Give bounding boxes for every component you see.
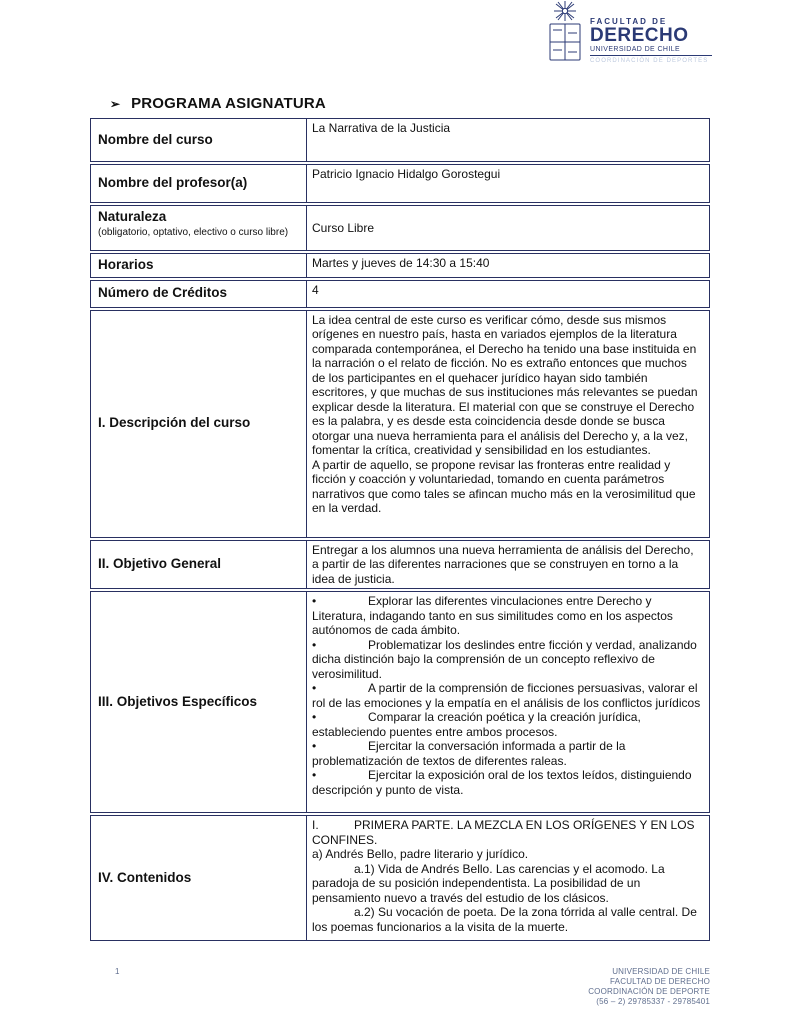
- footer-org-line: (56 – 2) 29785337 - 29785401: [596, 997, 710, 1006]
- bullet-item: [312, 739, 702, 768]
- bullet-icon: •: [312, 768, 317, 782]
- row-label: II. Objetivo General: [98, 556, 222, 571]
- row-label: Nombre del curso: [98, 131, 213, 147]
- contents-line: [312, 905, 702, 934]
- row-value: [306, 281, 709, 307]
- shield: [550, 24, 580, 60]
- table-row-nombre-curso: [90, 118, 710, 162]
- row-value: [306, 816, 709, 940]
- bullet-text: Ejercitar la exposición oral de los textos leídos, distinguiendo descripción y punto de vista.: [312, 768, 692, 797]
- table-row-horarios: [90, 253, 710, 278]
- table-row-descripcion: [90, 310, 710, 538]
- footer-org-line: FACULTAD DE DERECHO: [610, 977, 710, 986]
- description-paragraph: A partir de aquello, se propone revisar las fronteras entre realidad y ficción y coacción y voluntariedad, tomando en cuenta parámetros narrativos que como tales se afincan mucho más en la verosimilitud que en la verdad.: [312, 457, 696, 515]
- table-row-creditos: [90, 280, 710, 308]
- bullet-item: [312, 710, 702, 739]
- row-label-title: Naturaleza: [98, 209, 167, 224]
- section-heading: [90, 95, 710, 112]
- course-name: La Narrativa de la Justicia: [312, 121, 451, 135]
- logo-university: UNIVERSIDAD DE CHILE: [590, 46, 712, 56]
- row-label: Horarios: [98, 257, 154, 272]
- contents-line: [312, 862, 702, 906]
- row-value: [306, 541, 709, 589]
- row-value: [306, 119, 709, 161]
- course-type: Curso Libre: [312, 220, 375, 235]
- row-label: III. Objetivos Específicos: [98, 693, 258, 709]
- document-page: [90, 0, 710, 1007]
- contents-text: a.1) Vida de Andrés Bello. Las carencias y el acomodo. La paradoja de su posición independentista. La posibilidad de un pensamiento nuevo a través del estudio de los clásicos.: [312, 861, 665, 905]
- contents-text: a.2) Su vocación de poeta. De la zona tórrida al valle central. De los poemas funcionarios a la visita de la muerte.: [312, 905, 697, 934]
- footer-org-line: UNIVERSIDAD DE CHILE: [612, 967, 710, 976]
- logo-faculty-small: FACULTAD DE: [590, 17, 668, 26]
- row-value: [306, 254, 709, 277]
- row-value: [306, 311, 709, 537]
- row-label: I. Descripción del curso: [98, 415, 251, 431]
- general-objective: Entregar a los alumnos una nueva herramienta de análisis del Derecho, a partir de las diferentes narraciones que se construyen en torno a la idea de justicia.: [312, 542, 694, 586]
- page-footer: [90, 967, 710, 1007]
- arrow-bullet-icon: ➢: [110, 96, 121, 111]
- row-value: [306, 165, 709, 202]
- radiant-star: [554, 1, 576, 21]
- contents-line: a) Andrés Bello, padre literario y jurídico.: [312, 847, 529, 861]
- credits: 4: [312, 282, 319, 297]
- university-shield-icon: [545, 0, 585, 68]
- row-label: IV. Contenidos: [98, 869, 192, 885]
- faculty-logo: [545, 0, 712, 68]
- row-label: Número de Créditos: [98, 285, 228, 301]
- table-row-nombre-profesor: [90, 164, 710, 203]
- bullet-text: A partir de la comprensión de ficciones persuasivas, valorar el rol de las emociones y la empatía en el análisis de los conflictos jurídicos: [312, 681, 701, 710]
- row-value: [306, 206, 709, 250]
- table-row-naturaleza: [90, 205, 710, 251]
- bullet-item: [312, 638, 702, 682]
- contents-line: [312, 818, 702, 847]
- bullet-icon: •: [312, 594, 317, 608]
- footer-org-line: COORDINACIÓN DE DEPORTE: [588, 987, 710, 996]
- bullet-icon: •: [312, 681, 317, 695]
- description-paragraph: La idea central de este curso es verificar cómo, desde sus mismos orígenes en nuestro país, hasta en variados ejemplos de la literatura comparada contemporánea, el Derecho ha tenido una base instituida en la narración o el relato de ficción. No es extraño entonces que muchos de los participantes en el quehacer jurídico hayan sido también escritores, y que muchas de sus instituciones más relevantes se puedan explicar desde la literatura. El material con que se construye el Derecho es la palabra, y es desde esta coincidencia desde donde se busca otorgar una nueva herramienta para el análisis del Derecho y, a la vez, fomentar la crítica, creatividad y sensibilidad en los estudiantes.: [312, 312, 698, 457]
- logo-text-block: [590, 17, 712, 64]
- page-title: PROGRAMA ASIGNATURA: [131, 95, 326, 112]
- roman-numeral: I.: [312, 818, 319, 832]
- bullet-icon: •: [312, 710, 317, 724]
- row-label: Nombre del profesor(a): [98, 175, 248, 191]
- logo-tagline: COORDINACIÓN DE DEPORTES: [590, 58, 709, 64]
- bullet-text: Comparar la creación poética y la creación jurídica, estableciendo puentes entre ambos procesos.: [312, 710, 641, 739]
- bullet-item: [312, 768, 702, 797]
- bullet-text: Explorar las diferentes vinculaciones entre Derecho y Literatura, indagando tanto en sus similitudes como en los aspectos autónomos de cada ámbito.: [312, 594, 673, 637]
- table-row-objetivos-especificos: [90, 591, 710, 813]
- schedule: Martes y jueves de 14:30 a 15:40: [312, 256, 490, 270]
- bullet-icon: •: [312, 739, 317, 753]
- row-label-note: (obligatorio, optativo, electivo o curso libre): [98, 226, 289, 238]
- page-number: 1: [115, 967, 120, 976]
- table-row-objetivo-general: [90, 540, 710, 590]
- contents-text: PRIMERA PARTE. LA MEZCLA EN LOS ORÍGENES Y EN LOS CONFINES.: [312, 818, 695, 847]
- program-table: [90, 118, 710, 941]
- bullet-item: [312, 594, 702, 638]
- footer-org-block: [588, 967, 710, 1007]
- bullet-item: [312, 681, 702, 710]
- bullet-text: Ejercitar la conversación informada a partir de la problematización de textos de diferentes raleas.: [312, 739, 626, 768]
- logo-faculty-name: DERECHO: [590, 25, 689, 46]
- row-label: [91, 206, 306, 250]
- bullet-icon: •: [312, 637, 317, 652]
- professor-name: Patricio Ignacio Hidalgo Gorostegui: [312, 167, 501, 181]
- bullet-text: Problematizar los deslindes entre ficción y verdad, analizando dicha distinción bajo la comprensión de un concepto reflexivo de verosimilitud.: [312, 637, 697, 681]
- row-value: [306, 592, 709, 812]
- table-row-contenidos: [90, 815, 710, 941]
